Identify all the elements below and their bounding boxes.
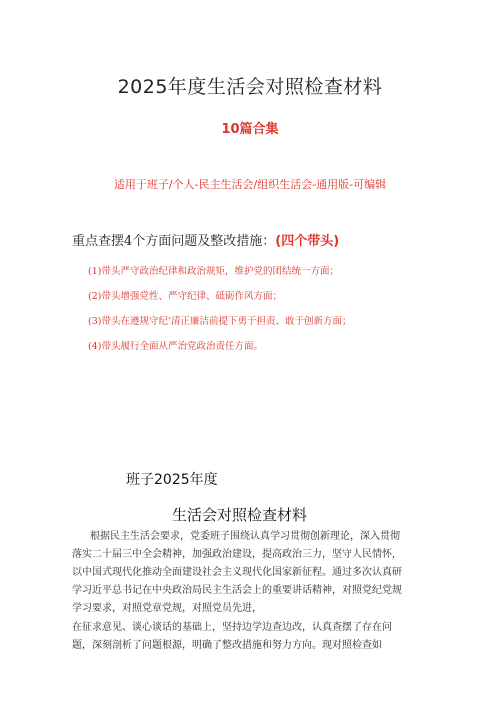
document-subtitle: 10篇合集 <box>221 122 279 137</box>
section-title-line1: 班子2025年度 <box>126 472 218 488</box>
focus-item: (3)带头在遵规守纪’清正廉洁前提下勇于担责、敢于创新方面； <box>88 316 352 327</box>
paragraph-line: 落实二十届三中全会精神，加强政治建设，提高政治三力，坚守人民情怀, <box>72 549 396 560</box>
paragraph-1 <box>72 528 430 618</box>
focus-item: (2)带头增强党性、严守纪律、砥砺作风方面； <box>88 291 282 302</box>
focus-heading-text: 重点查摆4个方面问题及整改措施： <box>72 234 276 249</box>
paragraph-line: 题，深刻剖析了问题根源，明确了整改措施和努力方向。现对照检查如 <box>72 640 382 651</box>
focus-item: (4)带头履行全面从严治党政治责任方面。 <box>88 341 263 352</box>
section-title-line2: 生活会对照检查材料 <box>172 506 308 524</box>
applies-to-line: 适用于班子/个人-民主生活会/组织生活会-通用版-可编辑 <box>113 178 387 191</box>
paragraph-line: 学习近平总书记在中央政治局民主生活会上的重要讲话精神，对照党纪党规 <box>72 585 402 596</box>
focus-heading-highlight: (四个带头) <box>275 234 340 249</box>
document-title: 2025年度生活会对照检查材料 <box>117 76 383 98</box>
paragraph-line: 在征求意见、谈心谈话的基础上，坚持边学边查边改，认真查摆了存在问 <box>72 622 392 633</box>
focus-heading <box>72 230 339 249</box>
paragraph-2 <box>72 619 430 655</box>
paragraph-line: 以中国式现代化推动全面建设社会主义现代化国家新征程。通过多次认真研 <box>72 567 402 578</box>
paragraph-line: 根据民主生活会要求，党委班子围绕认真学习贯彻创新理论，深入贯彻 <box>90 531 400 542</box>
focus-item: (1)带头严守政治纪律和政治规矩，维护党的团结统一方面； <box>88 266 339 277</box>
paragraph-line: 学习要求，对照党章党规，对照党员先进， <box>72 603 262 614</box>
